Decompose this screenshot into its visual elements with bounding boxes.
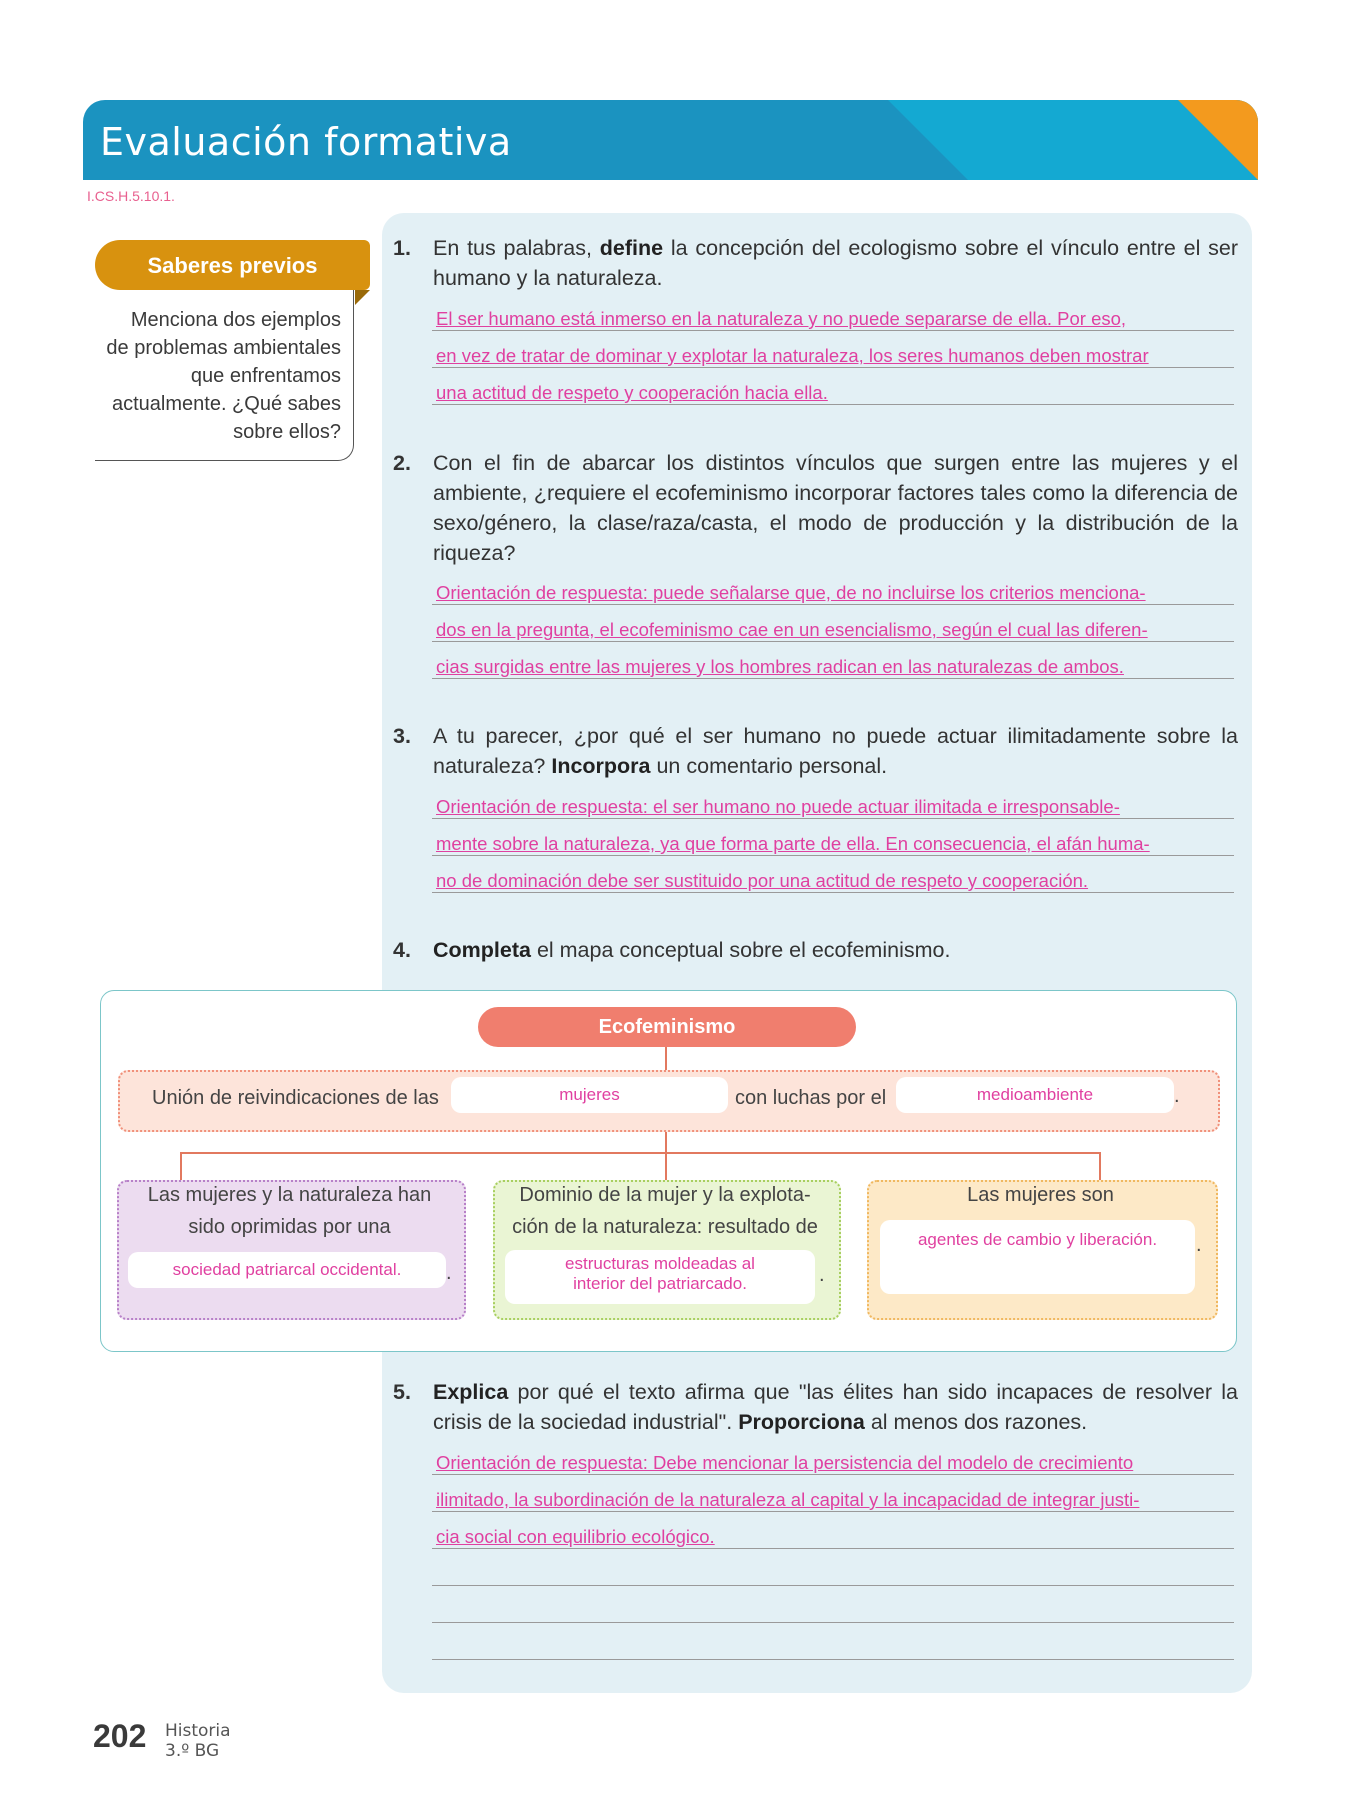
box3-end: . (1196, 1234, 1202, 1256)
answer-line (432, 1586, 1234, 1623)
answer-line: una actitud de respeto y cooperación hacia ella. (432, 368, 1234, 405)
connector-line (180, 1152, 182, 1180)
box1-end: . (446, 1262, 452, 1284)
dua-title: DUA (955, 11, 1015, 42)
answer-1[interactable] (432, 294, 1234, 405)
box3-line1: Las mujeres son (967, 1184, 1114, 1206)
page-title: Evaluación formativa (100, 120, 512, 164)
fill-sociedad-patriarcal[interactable]: sociedad patriarcal occidental. (128, 1252, 446, 1288)
answer-line: Orientación de respuesta: Debe mencionar la persistencia del modelo de crecimiento (432, 1438, 1234, 1475)
criterion-code: I.CS.H.5.10.1. (87, 188, 175, 204)
union-prefix-label: Unión de reivindicaciones de las (152, 1087, 439, 1109)
box2-end: . (819, 1264, 825, 1286)
saberes-previos-text: Menciona dos ejemplos de problemas ambientales que enfrentamos actualmente. ¿Qué sabes sobre ellos? (106, 309, 341, 443)
answer-line (432, 1623, 1234, 1660)
fill-mujeres[interactable]: mujeres (451, 1077, 728, 1113)
tab-fold-decoration (355, 290, 370, 305)
fill-estructuras-patriarcado[interactable]: estructuras moldeadas al interior del patriarcado. (505, 1250, 815, 1304)
answer-line (432, 1549, 1234, 1586)
answer-line: Orientación de respuesta: el ser humano no puede actuar ilimitada e irresponsable- (432, 782, 1234, 819)
connector-line (665, 1047, 667, 1070)
answer-line: dos en la pregunta, el ecofeminismo cae en un esencialismo, según el cual las diferen- (432, 605, 1234, 642)
union-end-label: . (1174, 1085, 1180, 1107)
page-number: 202 (93, 1718, 147, 1754)
question-4: 4. Completa el mapa conceptual sobre el ecofeminismo. (393, 938, 951, 962)
question-3: 3. A tu parecer, ¿por qué el ser humano no puede actuar ilimitadamente sobre la naturaleza? Incorpora un comentario personal. (393, 724, 1238, 778)
answer-3[interactable] (432, 782, 1234, 893)
answer-line: en vez de tratar de dominar y explotar la naturaleza, los seres humanos deben mostrar (432, 331, 1234, 368)
grade-label: 3.º BG (165, 1741, 220, 1761)
answer-line: cias surgidas entre las mujeres y los hombres radican en las naturalezas de ambos. (432, 642, 1234, 679)
fill-agentes-cambio[interactable]: agentes de cambio y liberación. (880, 1220, 1195, 1294)
answer-2[interactable] (432, 568, 1234, 679)
question-2: 2. Con el fin de abarcar los distintos vínculos que surgen entre las mujeres y el ambiente, ¿requiere el ecofeminismo incorporar factores tales como la diferencia de sexo/género, la clase/raza/casta, el modo de producción y la distribución de la riqueza? (393, 451, 1238, 565)
question-5: 5. Explica por qué el texto afirma que "las élites han sido incapaces de resolver la crisis de la sociedad industrial". Proporciona al menos dos razones. (393, 1380, 1238, 1434)
answer-line: El ser humano está inmerso en la naturaleza y no puede separarse de ella. Por eso, (432, 294, 1234, 331)
subject-label: Historia (165, 1721, 231, 1741)
box1-line2: sido oprimidas por una (188, 1216, 391, 1238)
dua-subtitle: Acción y expresión (879, 43, 1091, 69)
box1-line1: Las mujeres y la naturaleza han (147, 1184, 432, 1206)
connector-line (180, 1152, 1101, 1154)
connector-line (1099, 1152, 1101, 1180)
concept-map-title: Ecofeminismo (478, 1007, 856, 1047)
page-header (83, 100, 1258, 180)
answer-line: ilimitado, la subordinación de la naturaleza al capital y la incapacidad de integrar justi- (432, 1475, 1234, 1512)
answer-line: mente sobre la naturaleza, ya que forma parte de ella. En consecuencia, el afán huma- (432, 819, 1234, 856)
connector-line (665, 1152, 667, 1180)
saberes-previos-tab (95, 240, 370, 290)
union-mid-label: con luchas por el (735, 1087, 887, 1109)
box2-line2: ción de la naturaleza: resultado de (512, 1216, 818, 1238)
saberes-previos-title: Saberes previos (147, 253, 318, 278)
box2-line1: Dominio de la mujer y la explota- (519, 1184, 811, 1206)
answer-line: Orientación de respuesta: puede señalarse que, de no incluirse los criterios menciona- (432, 568, 1234, 605)
answer-line: no de dominación debe ser sustituido por una actitud de respeto y cooperación. (432, 856, 1234, 893)
saberes-previos-box (95, 290, 354, 461)
answer-line: cia social con equilibrio ecológico. (432, 1512, 1234, 1549)
question-1: 1. En tus palabras, define la concepción del ecologismo sobre el vínculo entre el ser humano y la naturaleza. (393, 236, 1238, 290)
fill-medioambiente[interactable]: medioambiente (896, 1077, 1174, 1113)
answer-5[interactable] (432, 1438, 1234, 1660)
